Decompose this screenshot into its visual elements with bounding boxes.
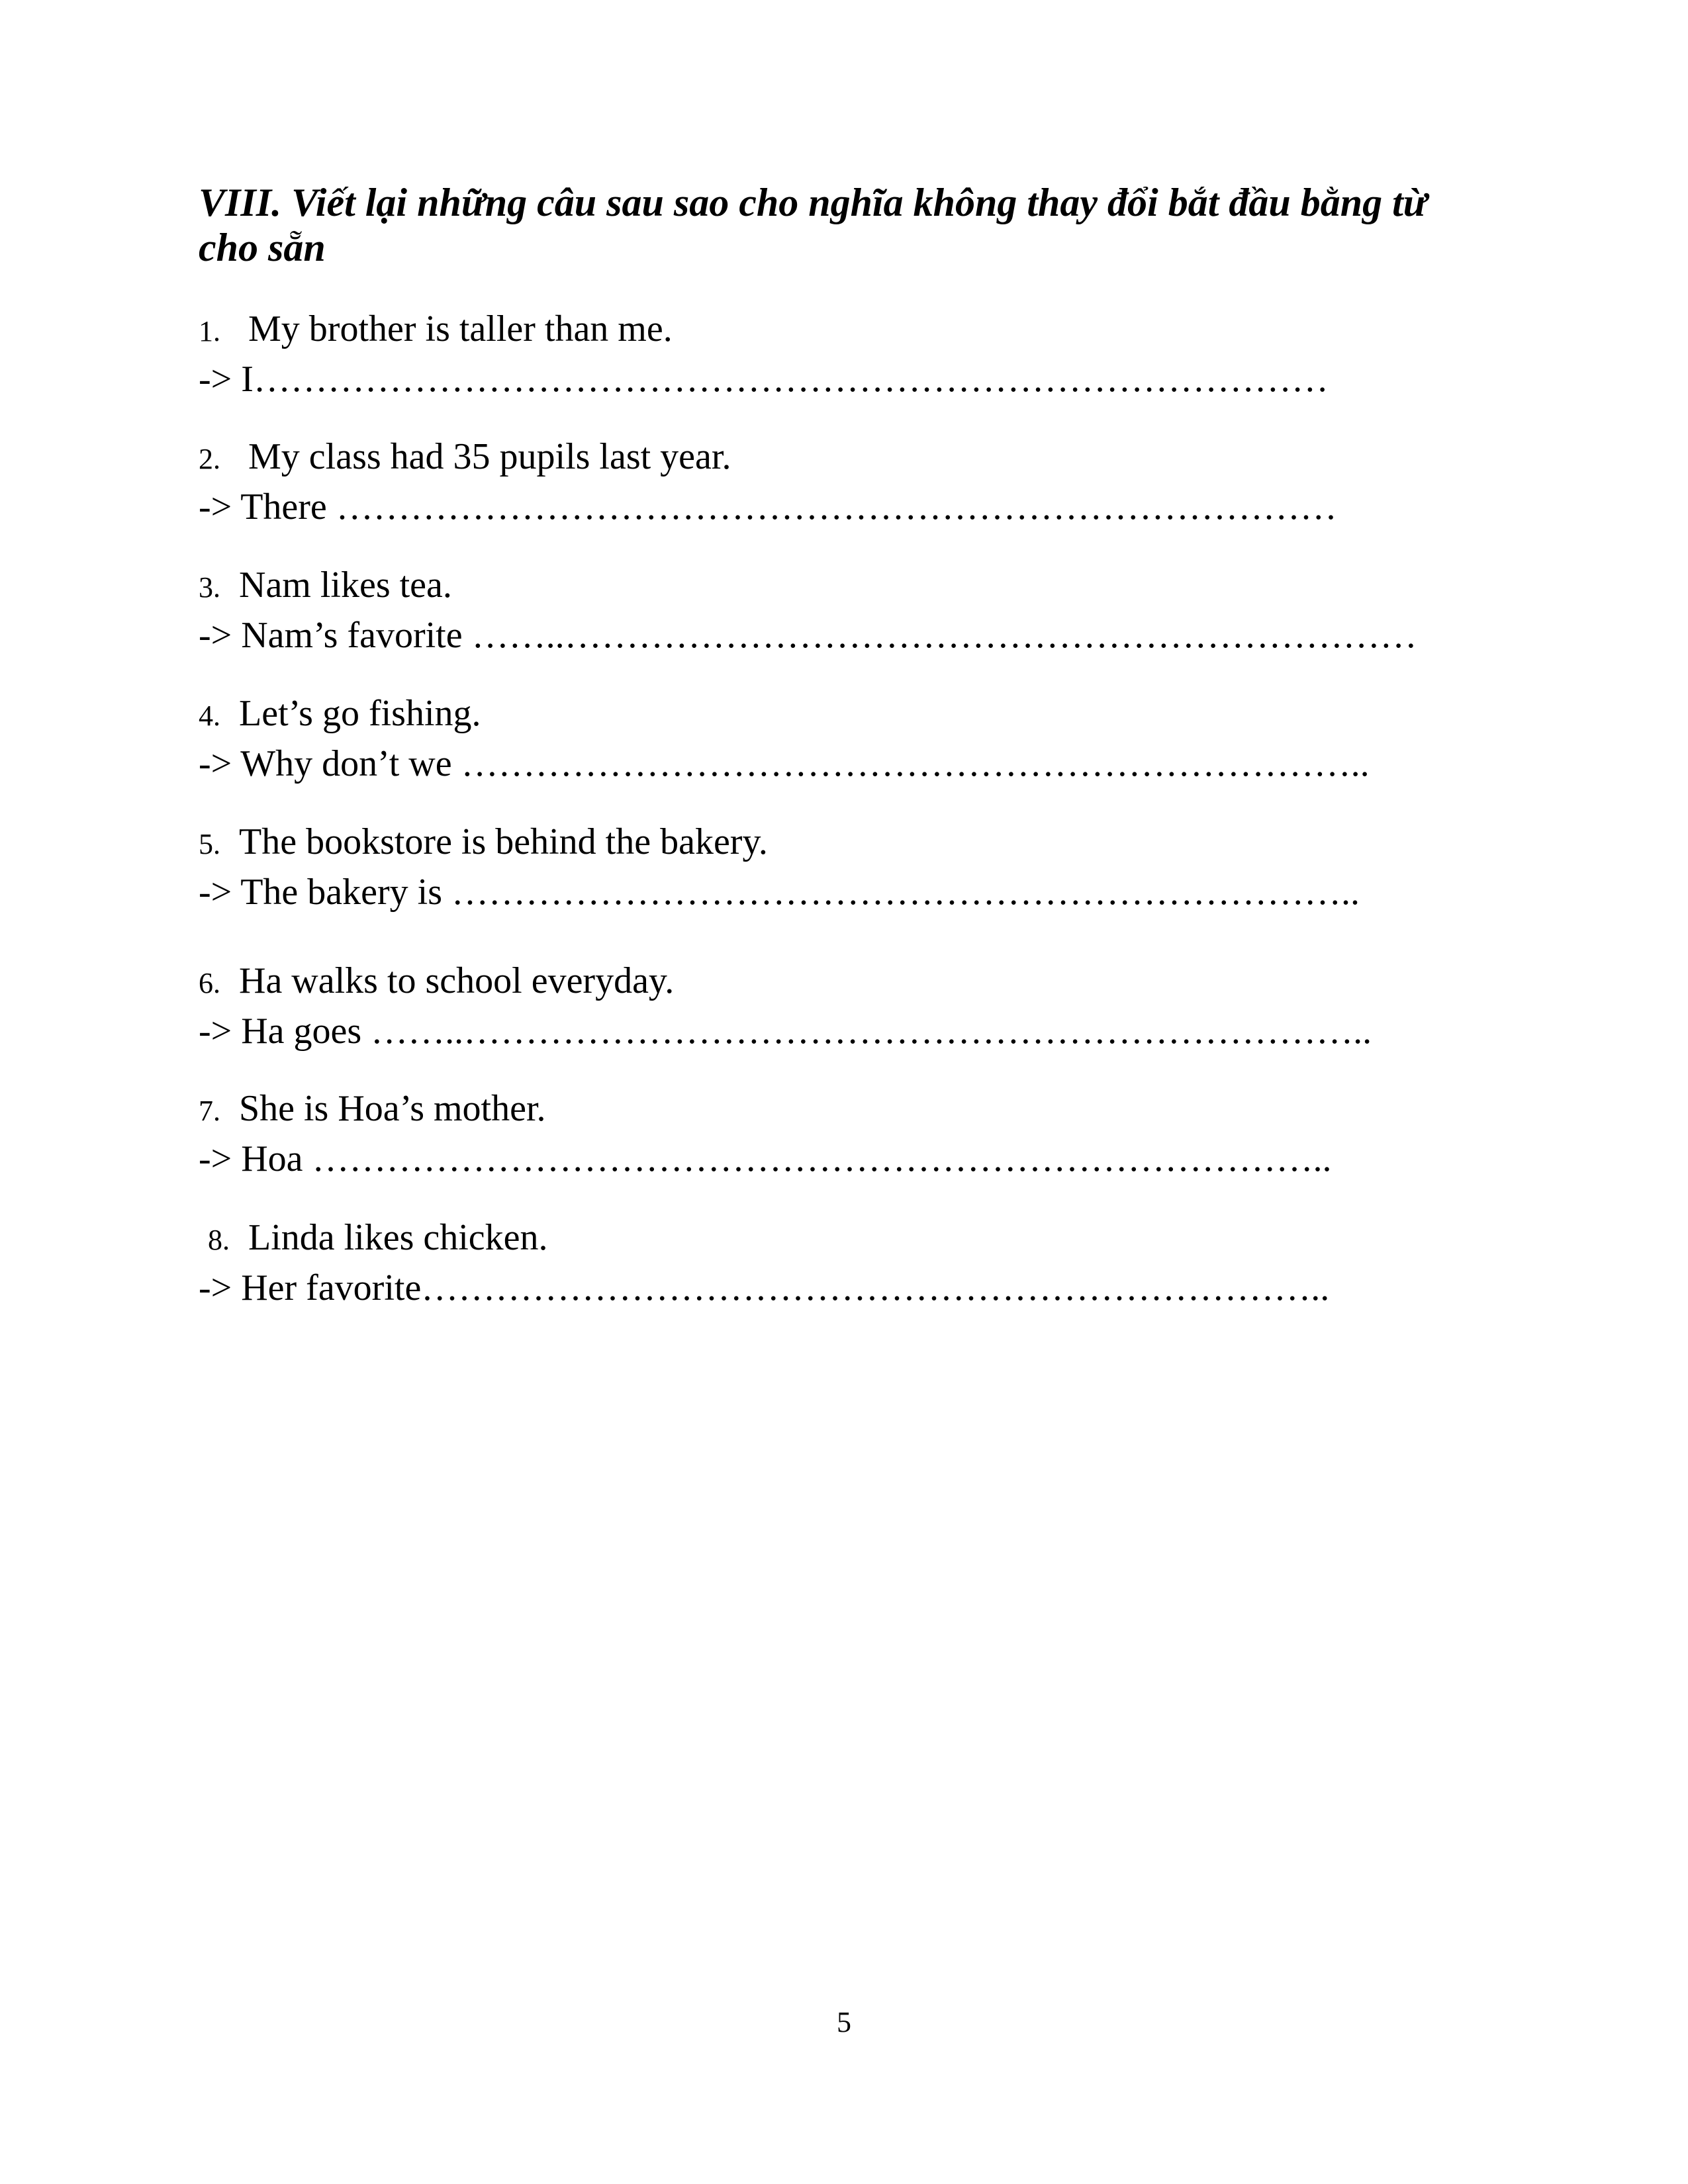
answer-blank-line[interactable]: -> Her favorite……………………………………………………………….. bbox=[199, 1267, 1330, 1308]
item-number: 7. bbox=[199, 1095, 220, 1127]
answer-blank-line[interactable]: -> Ha goes ……..……………………………………………………………….. bbox=[199, 1011, 1372, 1052]
item-sentence: The bookstore is behind the bakery. bbox=[239, 821, 768, 862]
answer-blank-line[interactable]: -> There ……………………………………………………………………… bbox=[199, 486, 1337, 527]
section-heading: VIII. Viết lại những câu sau sao cho nghĩa không thay đổi bắt đầu bằng từ cho sẵn bbox=[199, 181, 1427, 269]
exercise-prompt bbox=[199, 692, 481, 737]
answer-blank-line[interactable]: -> The bakery is ……………………………………………………………….. bbox=[199, 872, 1360, 913]
answer-blank-line[interactable]: -> Why don’t we ……………………………………………………………….. bbox=[199, 743, 1370, 784]
item-sentence: Let’s go fishing. bbox=[239, 693, 481, 734]
exercise-prompt bbox=[199, 960, 674, 1005]
item-number: 6. bbox=[199, 967, 220, 999]
item-number: 2. bbox=[199, 443, 220, 475]
item-number: 3. bbox=[199, 571, 220, 604]
exercise-prompt bbox=[199, 821, 768, 866]
exercise-prompt bbox=[199, 564, 452, 609]
answer-blank-line[interactable]: -> Nam’s favorite ……..…………………………………………………………… bbox=[199, 615, 1417, 656]
item-sentence: Nam likes tea. bbox=[239, 565, 452, 606]
item-sentence: Linda likes chicken. bbox=[248, 1217, 548, 1258]
exercise-prompt bbox=[199, 1216, 548, 1261]
item-number: 8. bbox=[208, 1224, 230, 1256]
item-sentence: My brother is taller than me. bbox=[248, 308, 673, 349]
item-sentence: Ha walks to school everyday. bbox=[239, 960, 675, 1001]
answer-blank-line[interactable]: -> I…………………………………………………………………………… bbox=[199, 359, 1329, 400]
item-sentence: My class had 35 pupils last year. bbox=[248, 436, 731, 477]
exercise-prompt bbox=[199, 1087, 546, 1132]
answer-blank-line[interactable]: -> Hoa ……………………………………………………………………….. bbox=[199, 1138, 1332, 1179]
exercise-prompt bbox=[199, 435, 731, 480]
item-number: 5. bbox=[199, 828, 220, 860]
item-number: 1. bbox=[199, 315, 220, 347]
item-number: 4. bbox=[199, 700, 220, 732]
page-number: 5 bbox=[837, 2006, 851, 2038]
item-sentence: She is Hoa’s mother. bbox=[239, 1088, 546, 1129]
exercise-prompt bbox=[199, 308, 673, 353]
